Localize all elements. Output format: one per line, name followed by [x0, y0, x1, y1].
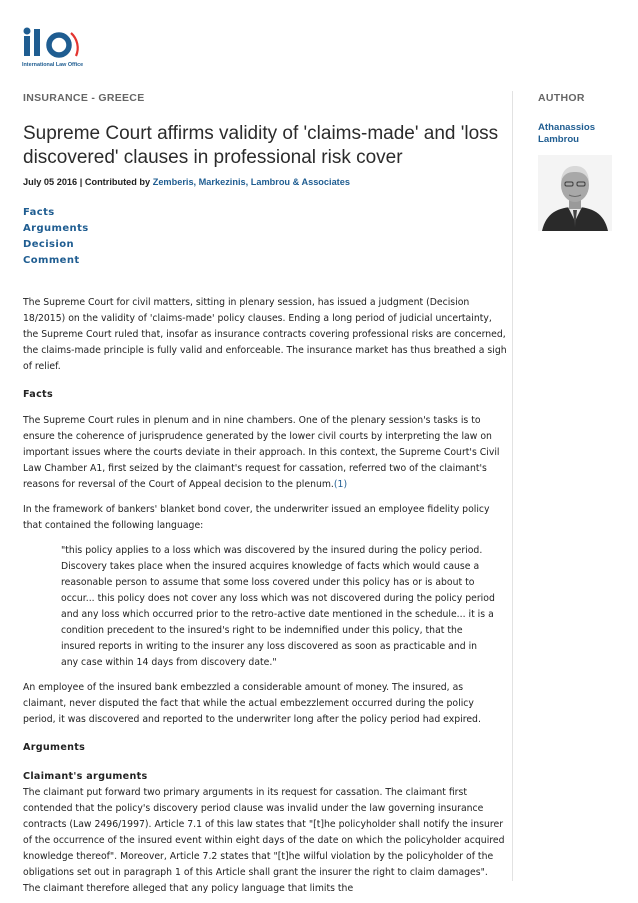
policy-quote: "this policy applies to a loss which was discovered by the insured during the policy period. Discovery takes place when the insured acquires knowledge of facts which would cause a reasonable person to assume that some loss covered under this policy has or is about to occur... this policy does not cover any loss which was not discovered during the policy period and any loss which occurred prior to the retro-active date mentioned in the schedule... it is a condition precedent to the insured's right to be indemnified under this policy, that the insured reports in writing to the insurer any loss discovered as soon as practicable and in any case within 14 days from discovery date." — [61, 545, 495, 668]
intro-paragraph: The Supreme Court for civil matters, sitting in plenary session, has issued a judgment (Decision 18/2015) on the validity of 'claims-made' policy clauses. Ending a long period of judicial uncertainty, the Supreme Court ruled that, insofar as insurance contracts covering professional risks are concerned, the claims-made principle is fully valid and enforceable. The insurance market has thus breathed a sigh of relief. — [23, 297, 507, 372]
article-title: Supreme Court affirms validity of 'claims-made' and 'loss discovered' clauses in professional risk cover — [23, 123, 499, 168]
contributor-link[interactable]: Zemberis, Markezinis, Lambrou & Associates — [152, 177, 350, 187]
author-portrait-icon — [538, 155, 612, 231]
facts-paragraph-3: An employee of the insured bank embezzled a considerable amount of money. The insured, as claimant, never disputed the fact that while the actual embezzlement occurred during the policy period, it was discovered and reported to the underwriter long after the policy period had expired. — [23, 682, 481, 725]
facts-paragraph-1-text: The Supreme Court rules in plenum and in nine chambers. One of the plenary session's tasks is to ensure the coherence of jurisprudence generated by the lower civil courts by interpreting the law on important issues where the courts deviate in their approach. In this context, the Supreme Court's Civil Law Chamber A1, first seized by the claimant's request for cassation, referred two of the claimant's reasons for reversal of the Court of Appeal decision to the plenum. — [23, 415, 500, 490]
toc-decision[interactable]: Decision — [23, 239, 75, 250]
footnote-link-1[interactable]: (1) — [333, 479, 348, 490]
toc-facts[interactable]: Facts — [23, 207, 55, 218]
author-sidebar — [538, 91, 628, 231]
logo-wordmark: International Law Office — [22, 62, 84, 68]
article-main — [23, 91, 507, 903]
claimant-arguments-heading: Claimant's arguments — [23, 771, 148, 782]
toc-comment[interactable]: Comment — [23, 255, 80, 266]
ilo-logo[interactable] — [22, 26, 100, 72]
byline — [23, 175, 507, 189]
facts-heading: Facts — [23, 389, 53, 400]
byline-date: July 05 2016 | Contributed by — [23, 177, 153, 187]
section-tag: INSURANCE - GREECE — [23, 92, 145, 104]
toc-arguments[interactable]: Arguments — [23, 223, 89, 234]
column-divider — [512, 91, 513, 881]
ilo-logo-mark — [22, 26, 100, 62]
table-of-contents — [23, 205, 507, 269]
facts-paragraph-1 — [23, 413, 507, 493]
facts-paragraph-2: In the framework of bankers' blanket bond cover, the underwriter issued an employee fidelity policy that contained the following language: — [23, 504, 490, 531]
claimant-paragraph-1: The claimant put forward two primary arguments in its request for cassation. The claimant first contended that the policy's discovery period clause was invalid under the law governing insurance contracts (Law 2496/1997). Article 7.1 of this law states that "[t]he policyholder shall notify the insurer of the occurrence of the insured event within eight days of the date on which the policyholder acquired knowledge thereof". Moreover, Article 7.2 states that "[t]he wilful violation by the policyholder of the obligations set out in paragraph 1 of this Article shall grant the insurer the right to claim damages". The claimant therefore alleged that any policy language that limits the — [23, 787, 505, 894]
author-name-link[interactable]: Athanassios Lambrou — [538, 122, 596, 145]
article-body — [23, 295, 507, 897]
arguments-heading: Arguments — [23, 742, 86, 753]
author-label: AUTHOR — [538, 92, 585, 104]
author-photo[interactable] — [538, 155, 612, 231]
